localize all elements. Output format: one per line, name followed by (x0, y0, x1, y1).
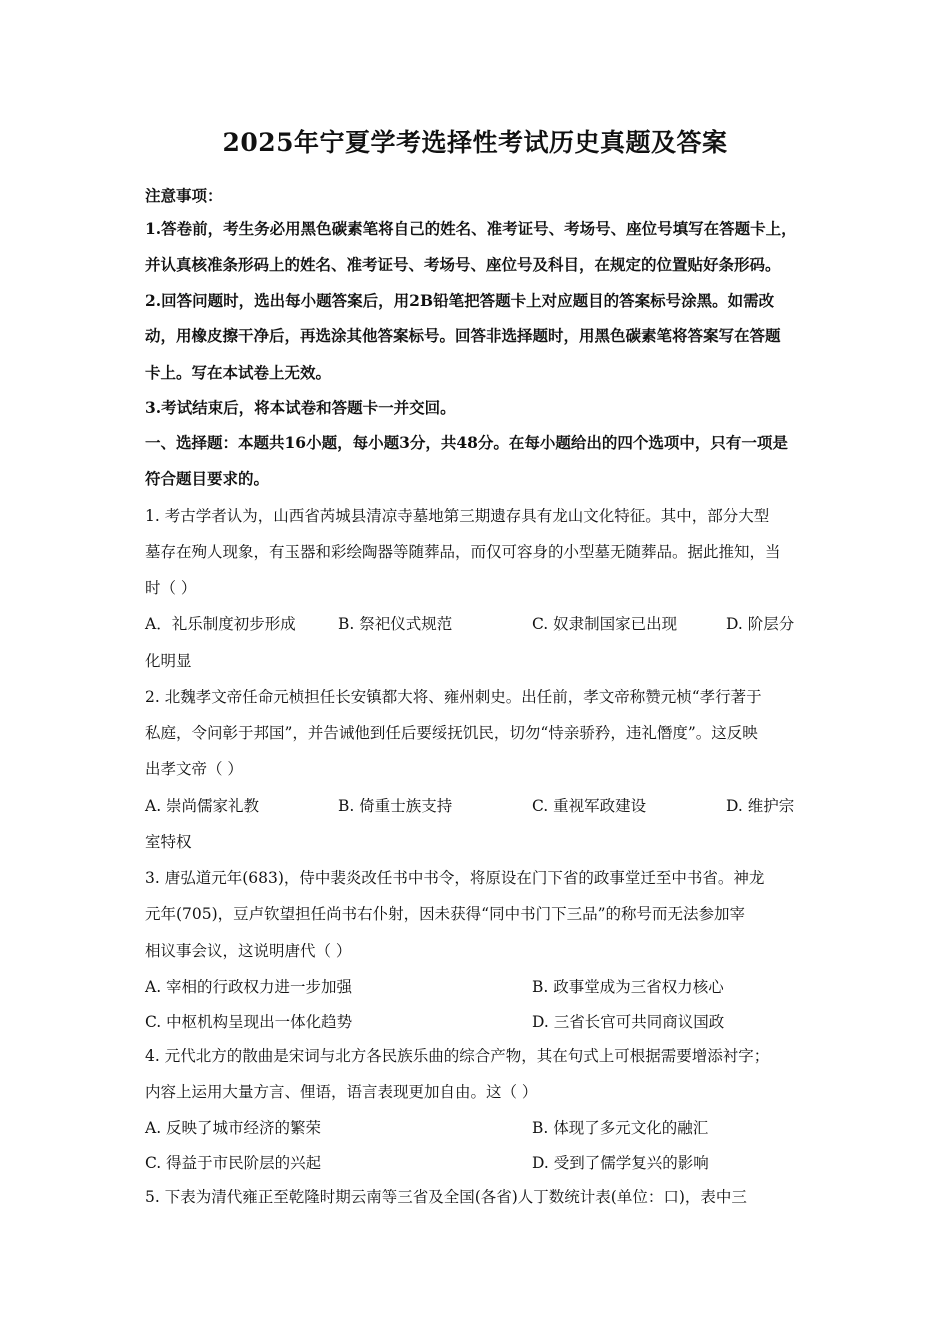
question-3-option-d: D. 三省长官可共同商议国政 (532, 1013, 725, 1031)
notice-heading: 注意事项： (145, 186, 223, 205)
question-4-stem: 4. 元代北方的散曲是宋词与北方各民族乐曲的综合产物，其在句式上可根据需要增添衬字； (145, 1047, 770, 1065)
question-2-option-c: C. 重视军政建设 (532, 797, 647, 815)
question-4-option-c: C. 得益于市民阶层的兴起 (145, 1154, 322, 1172)
question-2-stem: 2. 北魏孝文帝任命元桢担任长安镇都大将、雍州刺史。出任前，孝文帝称赞元桢“孝行著于 (145, 688, 762, 706)
question-3-option-a: A. 宰相的行政权力进一步加强 (145, 978, 353, 996)
section-heading: 符合题目要求的。 (145, 469, 270, 488)
question-1-option-c: C. 奴隶制国家已出现 (532, 615, 678, 633)
question-3-stem: 3. 唐弘道元年(683)，侍中裴炎改任书中书令，将原设在门下省的政事堂迁至中书省。神龙 (145, 869, 765, 887)
page-title: 2025年宁夏学考选择性考试历史真题及答案 (222, 128, 728, 157)
question-2-option-b: B. 倚重士族支持 (338, 797, 453, 815)
question-4-option-b: B. 体现了多元文化的融汇 (532, 1119, 709, 1137)
section-heading: 一、选择题：本题共16小题，每小题3分，共48分。在每小题给出的四个选项中，只有一项是 (145, 433, 788, 452)
notice-line: 动，用橡皮擦干净后，再选涂其他答案标号。回答非选择题时，用黑色碳素笔将答案写在答题 (145, 326, 781, 345)
question-2-stem: 私庭，令问彰于邦国”，并告诫他到任后要绥抚饥民，切勿“恃亲骄矜，违礼僭度”。这反映 (145, 724, 758, 742)
question-1-option-d: D. 阶层分 (726, 615, 795, 633)
question-4-option-a: A. 反映了城市经济的繁荣 (145, 1119, 322, 1137)
question-4-option-d: D. 受到了儒学复兴的影响 (532, 1154, 709, 1172)
notice-line: 并认真核准条形码上的姓名、准考证号、考场号、座位号及科目，在规定的位置贴好条形码。 (145, 255, 781, 274)
question-1-stem: 1. 考古学者认为，山西省芮城县清凉寺墓地第三期遗存具有龙山文化特征。其中，部分大型 (145, 507, 770, 525)
question-5-stem: 5. 下表为清代雍正至乾隆时期云南等三省及全国(各省)人丁数统计表(单位：口)，表中三 (145, 1188, 747, 1206)
question-1-option-wrap: 化明显 (145, 652, 192, 670)
question-2-option-wrap: 室特权 (145, 833, 192, 851)
notice-line: 1.答卷前，考生务必用黑色碳素笔将自己的姓名、准考证号、考场号、座位号填写在答题卡上， (145, 219, 797, 238)
question-2-option-a: A. 崇尚儒家礼教 (145, 797, 260, 815)
question-2-option-d: D. 维护宗 (726, 797, 795, 815)
notice-line: 3.考试结束后，将本试卷和答题卡一并交回。 (145, 398, 456, 417)
question-2-stem: 出孝文帝（ ） (145, 760, 243, 778)
question-1-stem: 墓存在殉人现象，有玉器和彩绘陶器等随葬品，而仅可容身的小型墓无随葬品。据此推知，当 (145, 543, 781, 561)
question-3-option-c: C. 中枢机构呈现出一体化趋势 (145, 1013, 353, 1031)
question-1-option-b: B. 祭祀仪式规范 (338, 615, 453, 633)
notice-line: 卡上。写在本试卷上无效。 (145, 363, 332, 382)
question-3-option-b: B. 政事堂成为三省权力核心 (532, 978, 724, 996)
question-3-stem: 相议事会议，这说明唐代（ ） (145, 942, 352, 960)
notice-line: 2.回答问题时，选出每小题答案后，用2B铅笔把答题卡上对应题目的答案标号涂黑。如需改 (145, 291, 775, 310)
question-3-stem: 元年(705)，豆卢钦望担任尚书右仆射，因未获得“同中书门下三品”的称号而无法参加宰 (145, 905, 746, 923)
question-1-option-a: A．礼乐制度初步形成 (145, 615, 296, 633)
question-4-stem: 内容上运用大量方言、俚语，语言表现更加自由。这（ ） (145, 1083, 538, 1101)
question-1-stem: 时（ ） (145, 579, 197, 597)
